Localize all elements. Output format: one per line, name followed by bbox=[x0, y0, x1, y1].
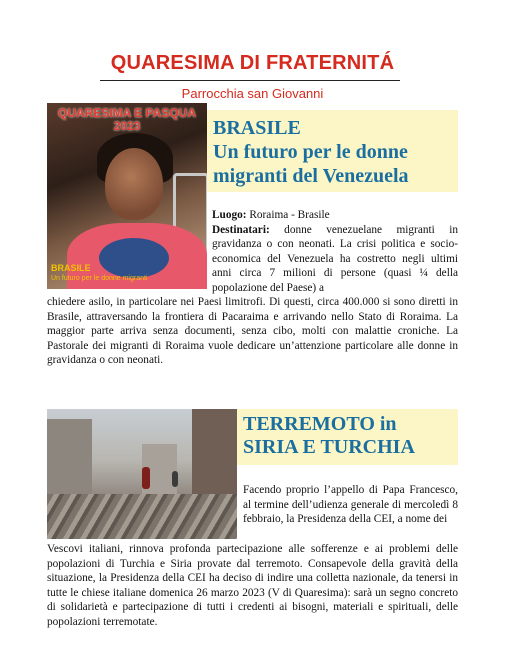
luogo-line bbox=[212, 208, 458, 223]
photo-footer-small: Un futuro per le donne migranti bbox=[51, 275, 148, 282]
brasile-heading bbox=[213, 116, 409, 188]
title-divider bbox=[100, 80, 400, 81]
terremoto-heading-line1: TERREMOTO in bbox=[243, 413, 397, 435]
terremoto-text-right: Facendo proprio l’appello di Papa Francesco, al termine dell’udienza generale di mercoledì 8 febbraio, la Presidenza della CEI, a nome dei bbox=[243, 484, 458, 525]
brasile-heading-box bbox=[207, 110, 458, 192]
brasile-text-right bbox=[212, 208, 458, 295]
page-subtitle: Parrocchia san Giovanni bbox=[181, 86, 324, 101]
destinatari-label: Destinatari: bbox=[212, 223, 270, 236]
terremoto-text-full: Vescovi italiani, rinnova profonda partecipazione alle sofferenze e ai problemi delle popolazioni di Turchia e Siria provate dal terremoto. Consapevole della gravità della situazione, la Presidenza della CEI ha deciso di indire una colletta nazionale, da tenersi in tutte le chiese italiane domenica 26 marzo 2023 (V di Quaresima): sarà un segno concreto di solidarietà e partecipazione di tutti i credenti ai bisogni, materiali e spirituali, delle popolazioni terremotate. bbox=[47, 543, 458, 628]
photo-header-text: QUARESIMA E PASQUA 2023 bbox=[57, 106, 196, 133]
photo-face bbox=[105, 148, 163, 220]
terremoto-heading-box bbox=[237, 409, 458, 465]
photo-building-left bbox=[47, 419, 92, 499]
photo-person bbox=[172, 471, 178, 487]
photo-person bbox=[142, 467, 150, 489]
destinatari-text: donne venezuelane migranti in gravidanza o con neonati. La crisi politica e socio-economica del Venezuela ha costretto negli ultimi anni circa 7 milioni di persone (quasi ¼ della popolazione del Paese) a bbox=[212, 223, 458, 294]
brasile-heading-line2: Un futuro per le donne bbox=[213, 141, 408, 163]
photo-rubble bbox=[47, 494, 237, 539]
photo-building-right bbox=[192, 409, 237, 504]
terremoto-heading bbox=[243, 413, 415, 459]
destinatari-paragraph bbox=[212, 223, 458, 296]
luogo-value: Roraima - Brasile bbox=[246, 209, 330, 221]
brasile-heading-line3: migranti del Venezuela bbox=[213, 165, 409, 187]
brasile-text-full: chiedere asilo, in particolare nei Paesi limitrofi. Di questi, circa 400.000 si sono diretti in Brasile, attraversando la frontiera di Pacaraima e arrivando nello Stato di Roraima. La maggior parte arriva senza documenti, senza cibo, molti con malattie croniche. La Pastorale dei migranti di Roraima vuole dedicare un’attenzione particolare alle donne in gravidanza o con neonati. bbox=[47, 296, 458, 366]
terremoto-photo bbox=[47, 409, 237, 539]
page-title: QUARESIMA DI FRATERNITÁ bbox=[110, 52, 395, 74]
luogo-label: Luogo: bbox=[212, 209, 247, 221]
photo-footer-text: BRASILE bbox=[51, 263, 91, 273]
brasile-photo bbox=[47, 103, 207, 289]
terremoto-heading-line2: SIRIA E TURCHIA bbox=[243, 436, 415, 458]
brasile-heading-line1: BRASILE bbox=[213, 117, 301, 139]
photo-baby bbox=[99, 238, 169, 278]
